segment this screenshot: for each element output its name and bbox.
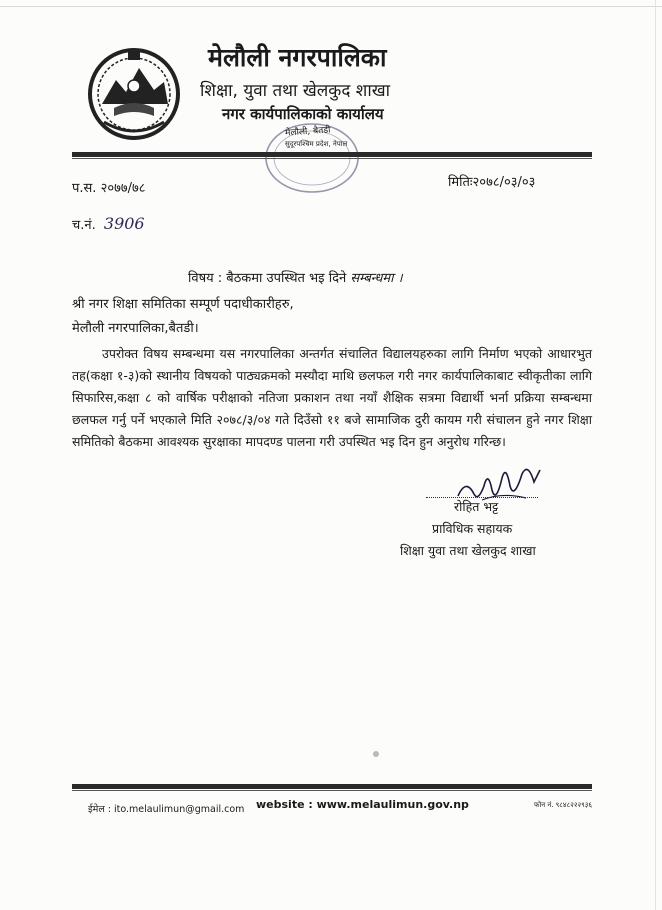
letter-date: मितिः२०७८/०३/०३ [448,175,536,190]
letter-reference-number: प.स. २०७७/७८ [72,181,146,196]
signatory-name: रोहित भट्ट [454,499,499,514]
footer-phone: फोन नं. ९८४८२२२९३६ [534,801,593,809]
footer-rule-thin [72,790,592,791]
dispatch-number [72,214,145,233]
addressee-line-1: श्री नगर शिक्षा समितिका सम्पूर्ण पदाधीकारीहरु, [72,297,294,312]
header-rule-thin [72,158,592,159]
letterhead-subtitle-department: शिक्षा, युवा तथा खेलकुद शाखा [200,81,391,101]
scan-edge-top [0,6,662,7]
scan-mark [373,751,379,757]
letterhead-title: मेलौली नगरपालिका [208,43,387,72]
header-rule [72,152,592,157]
letterhead-subtitle-office: नगर कार्यपालिकाको कार्यालय [222,105,384,123]
nepal-emblem-icon [84,42,184,142]
letterhead-country: सुदूरपश्चिम प्रदेश, नेपाल [285,140,348,148]
footer-website: website : www.melaulimun.gov.np [256,798,469,811]
dispatch-number-label: च.नं. [72,218,96,233]
subject-label: विषय : बैठकमा उपस्थित भइ दिने [188,271,347,286]
signatory-title: प्राविधिक सहायक [432,521,513,536]
scan-edge-right [655,0,656,910]
dispatch-number-value: 3906 [103,214,145,233]
letter-subject [188,268,403,286]
footer-email: ईमेल : ito.melaulimun@gmail.com [88,804,245,815]
footer-rule [72,784,592,789]
addressee-line-2: मेलौली नगरपालिका,बैतडी। [72,321,199,336]
letter-body: उपरोक्त विषय सम्बन्धमा यस नगरपालिका अन्तर्गत संचालित विद्यालयहरुका लागि निर्माण भएको आधारभुत तह(कक्षा १-३)को स्थानीय विषयको पाठ्यक्रमको मस्यौदा माथि छलफल गरी नगर कार्यपालिकाबाट स्वीकृतीका लागि सिफारिस,कक्षा ८ को वार्षिक परीक्षाको नतिजा प्रकाशन तथा नयाँ शैक्षिक सत्रमा विद्यार्थी भर्ना प्रक्रिया सम्बन्धमा छलफल गर्नु पर्ने भएकाले मिति २०७८/३/०४ गते दिउँसो ११ बजे सामाजिक दुरी कायम गरी संचालन हुने नगर शिक्षा समितिको बैठकमा आवश्यक सुरक्षाका मापदण्ड पालना गरी उपस्थित भइ दिन हुन अनुरोध गरिन्छ। [72,346,592,449]
subject-emphasis: सम्बन्धमा । [350,271,403,286]
letterhead-location: मेलौली, बैतडी [284,125,331,139]
signatory-department: शिक्षा युवा तथा खेलकुद शाखा [400,543,536,558]
